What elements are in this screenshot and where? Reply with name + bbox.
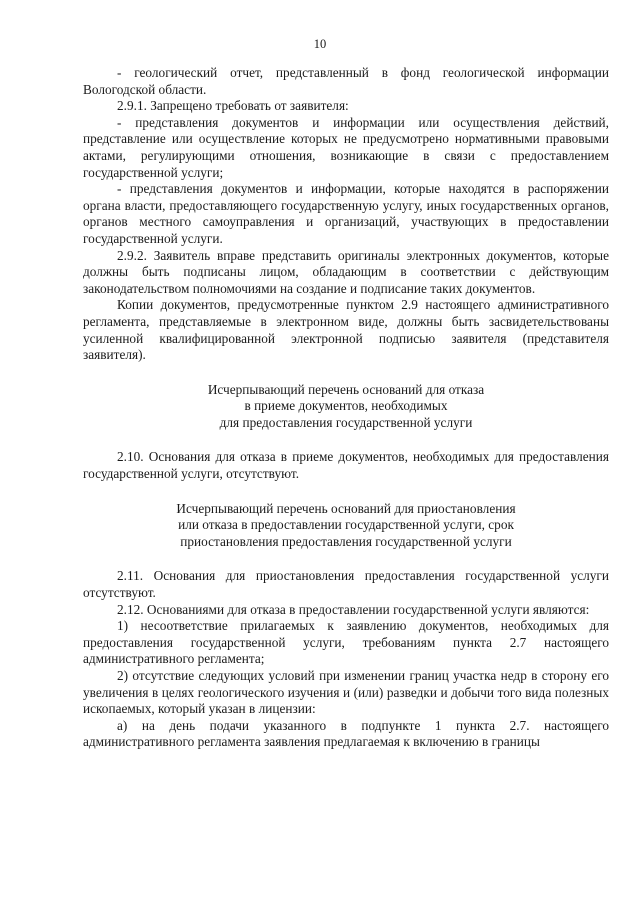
paragraph-copies: Копии документов, предусмотренные пунктом 2.9 настоящего административного регламента, представляемые в электронном виде, должны быть засвидетельствованы усиленной квалифицированной электронной подписью заявителя (представителя заявителя).	[83, 297, 609, 363]
paragraph-2-9-2: 2.9.2. Заявитель вправе представить оригиналы электронных документов, которые должны быть подписаны лицом, обладающим в соответствии с действующим законодательством полномочиями на создание и подписание таких документов.	[83, 247, 609, 296]
section-heading-refusal-acceptance	[83, 382, 609, 432]
paragraph-2-11: 2.11. Основания для приостановления предоставления государственной услуги отсутствуют.	[83, 568, 609, 601]
list-item-2: 2) отсутствие следующих условий при изменении границ участка недр в сторону его увеличения в целях геологического изучения и (или) разведки и добычи того вида полезных ископаемых, который указан в лицензии:	[83, 668, 609, 717]
heading-line: или отказа в предоставлении государственной услуги, срок	[178, 517, 514, 533]
paragraph-geological-report: - геологический отчет, представленный в фонд геологической информации Вологодской области.	[83, 65, 609, 97]
heading-line: приостановления предоставления государственной услуги	[180, 533, 512, 549]
list-item-1: 1) несоответствие прилагаемых к заявлению документов, необходимых для предоставления государственной услуги, требованиям пункта 2.7 настоящего административного регламента;	[83, 618, 609, 667]
page-number: 10	[313, 37, 327, 51]
heading-line: Исчерпывающий перечень оснований для приостановления	[176, 500, 516, 516]
list-item-a: а) на день подачи указанного в подпункте 1 пункта 2.7. настоящего административного регламента заявления предлагаемая к включению в границы	[83, 717, 609, 750]
paragraph-prohibition-1: - представления документов и информации или осуществления действий, представление или осуществление которых не предусмотрено нормативными правовыми актами, регулирующими отношения, возникающие в связи с предоставлением государственной услуги;	[83, 114, 609, 180]
heading-line: в приеме документов, необходимых	[244, 398, 448, 414]
paragraph-2-10: 2.10. Основания для отказа в приеме документов, необходимых для предоставления государственной услуги, отсутствуют.	[83, 449, 609, 482]
document-body	[83, 65, 609, 751]
paragraph-2-9-1: 2.9.1. Запрещено требовать от заявителя:	[117, 98, 349, 114]
heading-line: для предоставления государственной услуги	[219, 414, 473, 430]
paragraph-2-12: 2.12. Основаниями для отказа в предоставлении государственной услуги являются:	[117, 601, 590, 617]
heading-line: Исчерпывающий перечень оснований для отказа	[207, 381, 485, 397]
section-heading-suspension-refusal	[83, 501, 609, 551]
paragraph-prohibition-2: - представления документов и информации, которые находятся в распоряжении органа власти, предоставляющего государственную услугу, иных государственных органов, органов местного самоуправления и организаций, участвующих в предоставлении государственной услуги.	[83, 181, 609, 246]
